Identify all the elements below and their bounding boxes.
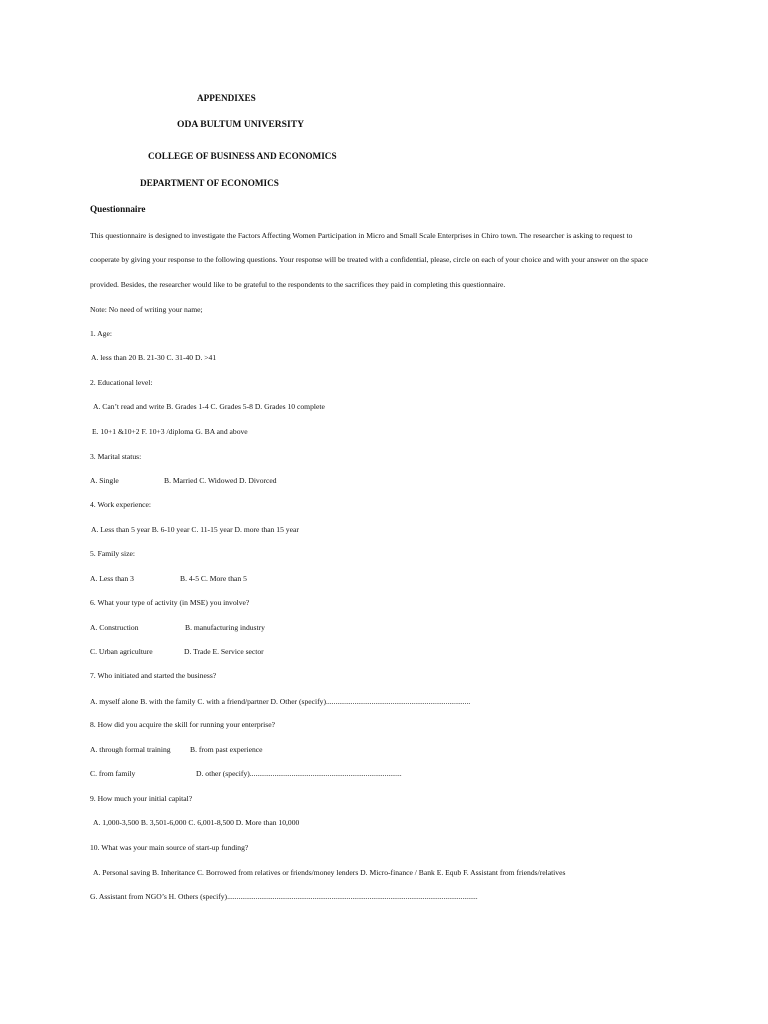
q7-label: 7. Who initiated and started the business? bbox=[90, 671, 217, 680]
q7-options: A. myself alone B. with the family C. with a friend/partner D. Other (specify)............................................................................ bbox=[90, 697, 471, 706]
q4-options: A. Less than 5 year B. 6-10 year C. 11-15 year D. more than 15 year bbox=[91, 525, 299, 534]
q10-options-1: A. Personal saving B. Inheritance C. Borrowed from relatives or friends/money lenders D. Micro-finance / Bank E. Equb F. Assistant from friends/relatives bbox=[93, 868, 566, 877]
q2-options-2: E. 10+1 &10+2 F. 10+3 /diploma G. BA and above bbox=[92, 427, 248, 436]
intro-line-3: provided. Besides, the researcher would like to be grateful to the respondents to the sacrifices they paid in completing this questionnaire. bbox=[90, 280, 506, 289]
q9-options: A. 1,000-3,500 B. 3,501-6,000 C. 6,001-8,500 D. More than 10,000 bbox=[93, 818, 300, 827]
heading-college: COLLEGE OF BUSINESS AND ECONOMICS bbox=[148, 151, 337, 161]
q6-option-b: B. manufacturing industry bbox=[185, 623, 265, 632]
q4-label: 4. Work experience: bbox=[90, 500, 152, 509]
q2-options-1: A. Can’t read and write B. Grades 1-4 C. Grades 5-8 D. Grades 10 complete bbox=[93, 402, 325, 411]
q1-label: 1. Age: bbox=[90, 329, 112, 338]
q3-options-rest: B. Married C. Widowed D. Divorced bbox=[164, 476, 277, 485]
q3-label: 3. Marital status: bbox=[90, 452, 142, 461]
q3-option-a: A. Single bbox=[90, 476, 119, 485]
q8-option-c: C. from family bbox=[90, 769, 136, 778]
q2-label: 2. Educational level: bbox=[90, 378, 153, 387]
intro-line-2: cooperate by giving your response to the following questions. Your response will be treated with a confidential, please, circle on each of your choice and with your answer on the space bbox=[90, 255, 648, 264]
q6-option-a: A. Construction bbox=[90, 623, 139, 632]
q5-option-a: A. Less than 3 bbox=[90, 574, 134, 583]
q8-option-b: B. from past experience bbox=[190, 745, 263, 754]
q5-options-rest: B. 4-5 C. More than 5 bbox=[180, 574, 247, 583]
q6-option-c: C. Urban agriculture bbox=[90, 647, 153, 656]
q8-option-d: D. other (specify)................................................................................ bbox=[196, 769, 402, 778]
q1-options: A. less than 20 B. 21-30 C. 31-40 D. >41 bbox=[91, 353, 217, 362]
heading-questionnaire: Questionnaire bbox=[90, 204, 146, 214]
q6-option-d: D. Trade E. Service sector bbox=[184, 647, 264, 656]
note: Note: No need of writing your name; bbox=[90, 305, 203, 314]
intro-line-1: This questionnaire is designed to investigate the Factors Affecting Women Participation in Micro and Small Scale Enterprises in Chiro town. The researcher is asking to request to bbox=[90, 231, 633, 240]
q10-options-2: G. Assistant from NGO’s H. Others (specify).................................................................................................................................... bbox=[90, 892, 478, 901]
q5-label: 5. Family size: bbox=[90, 549, 135, 558]
q8-option-a: A. through formal training bbox=[90, 745, 171, 754]
q8-label: 8. How did you acquire the skill for running your enterprise? bbox=[90, 720, 275, 729]
q9-label: 9. How much your initial capital? bbox=[90, 794, 193, 803]
heading-department: DEPARTMENT OF ECONOMICS bbox=[140, 178, 279, 188]
heading-university: ODA BULTUM UNIVERSITY bbox=[177, 119, 305, 130]
heading-appendixes: APPENDIXES bbox=[197, 93, 256, 103]
q10-label: 10. What was your main source of start-up funding? bbox=[90, 843, 249, 852]
q6-label: 6. What your type of activity (in MSE) you involve? bbox=[90, 598, 250, 607]
